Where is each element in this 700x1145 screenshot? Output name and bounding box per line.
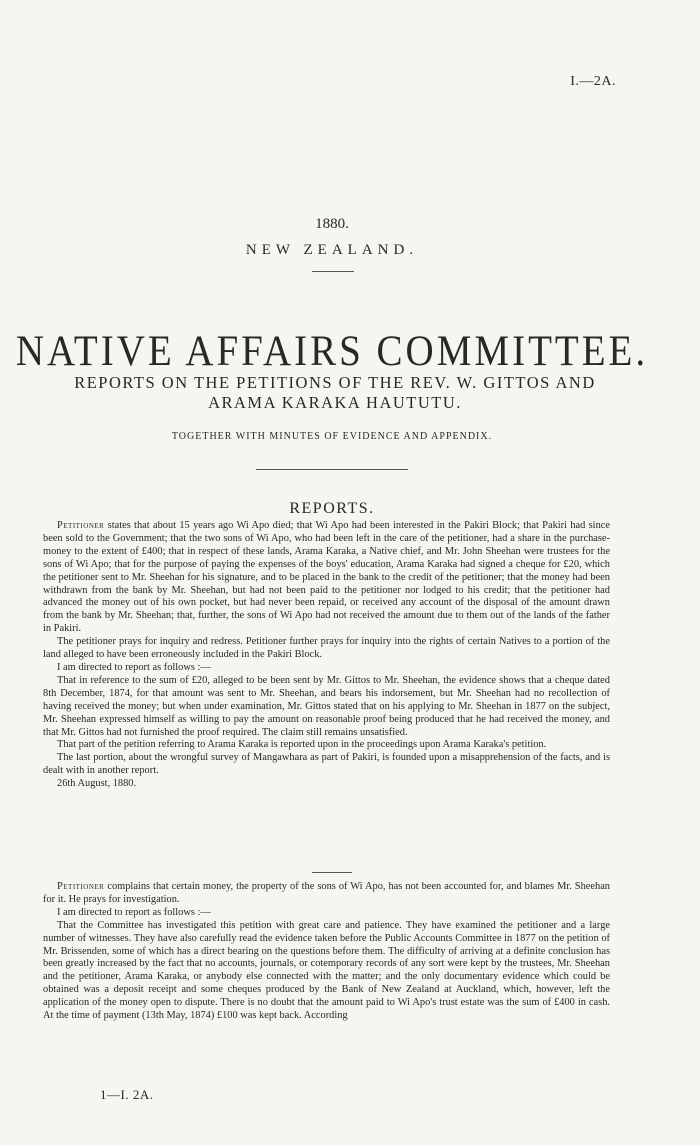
paragraph <box>43 881 610 907</box>
footer-reference: 1—I. 2A. <box>100 1087 154 1102</box>
report-date: 26th August, 1880. <box>57 778 137 790</box>
paragraph-text: complains that certain money, the property of the sons of Wi Apo, has not been accounted for, and blames Mr. Sheehan for it. He prays for investigation. <box>43 881 611 905</box>
paragraph: The petitioner prays for inquiry and redress. Petitioner further prays for inquiry into the rights of certain Natives to a portion of the land alleged to have been erroneously included in the Pakiri Block. <box>43 636 610 661</box>
paragraph: That in reference to the sum of £20, alleged to be been sent by Mr. Gittos to Mr. Sheehan, the evidence shows that a cheque dated 8th December, 1874, for that amount was sent to Mr. Sheehan, and bears his indorsement, but Mr. Sheehan had no recollection of having received the money; but when under examination, Mr. Gittos stated that on his applying to Mr. Sheehan in 1877 on the subject, Mr. Sheehan expressed himself as willing to pay the amount on reasonable proof being produced that he had received the money, and that Mr. Gittos had not furnished the proof required. The claim still remains unsatisfied. <box>43 674 610 738</box>
paragraph-text: states that about 15 years ago Wi Apo died; that Wi Apo had been interested in the Pakiri Block; that Pakiri had since been sold to the Government; that the two sons of Wi Apo, who had been left in the care of the petitioner, had a share in the purchase-money to the extent of £400; that in respect of these lands, Arama Karaka, a Native chief, and Mr. John Sheehan were trustees for the sons of Wi Apo; that for the purpose of paying the expenses of the boys' education, Arama Karaka had signed a cheque for £20, which the petitioner sent to Mr. Sheehan for his signature, and to be placed in the bank to the credit of the petitioner; that the money had been withdrawn from the bank by Mr. Sheehan, but had not been paid to the petitioner nor lodged to his credit; that the petitioner had advanced the money out of his own pocket, but had never been repaid, or received any account of the disposal of the amount drawn from the bank by Mr. Sheehan; that, further, the sons of Wi Apo had not received the amount due to them out of the lands of the father in Pakiri. <box>43 520 610 635</box>
subtitle: REPORTS ON THE PETITIONS OF THE REV. W. GITTOS AND ARAMA KARAKA HAUTUTU. <box>74 373 596 412</box>
lead-word: Petitioner <box>57 881 105 892</box>
paragraph <box>43 520 610 636</box>
year: 1880. <box>315 216 349 232</box>
report-arama-karaka <box>43 881 610 1023</box>
paragraph: The last portion, about the wrongful survey of Mangawhara as part of Pakiri, is founded upon a misapprehension of the facts, and is dealt with in another report. <box>43 752 610 777</box>
paragraph: That part of the petition referring to Arama Karaka is reported upon in the proceedings upon Arama Karaka's petition. <box>57 739 547 751</box>
divider <box>312 872 352 873</box>
document-reference: I.—2A. <box>570 74 616 89</box>
paragraph: That the Committee has investigated this petition with great care and patience. They have examined the petitioner and a large number of witnesses. They have also carefully read the evidence taken before the Public Accounts Committee in 1877 on the petition of Mr. Brissenden, some of which has a direct bearing on the questions before them. The difficulty of arriving at a definite conclusion has been greatly increased by the fact that no accounts, journals, or cotemporary records of any sort were kept by the trustees, Mr. Sheehan and the petitioner, Arama Karaka, or anybody else connected with the matter; and the only documentary evidence which could be obtained was a deposit receipt and some cheques produced by the Bank of New Zealand at Auckland, which, however, left the application of the money open to dispute. There is no doubt that the amount paid to Wi Apo's trust estate was the sum of £400 in cash. At the time of payment (13th May, 1874) £100 was kept back. According <box>43 919 610 1022</box>
together-line: TOGETHER WITH MINUTES OF EVIDENCE AND APPENDIX. <box>171 431 493 442</box>
report-gittos <box>43 520 610 791</box>
lead-word: Petitioner <box>57 520 105 531</box>
divider <box>312 271 354 272</box>
paragraph: I am directed to report as follows :— <box>57 906 211 918</box>
paragraph: I am directed to report as follows :— <box>57 661 211 673</box>
main-title: NATIVE AFFAIRS COMMITTEE. <box>15 327 649 376</box>
country-heading: NEW ZEALAND. <box>245 242 419 258</box>
reports-heading: REPORTS. <box>289 500 375 517</box>
divider <box>256 469 408 470</box>
